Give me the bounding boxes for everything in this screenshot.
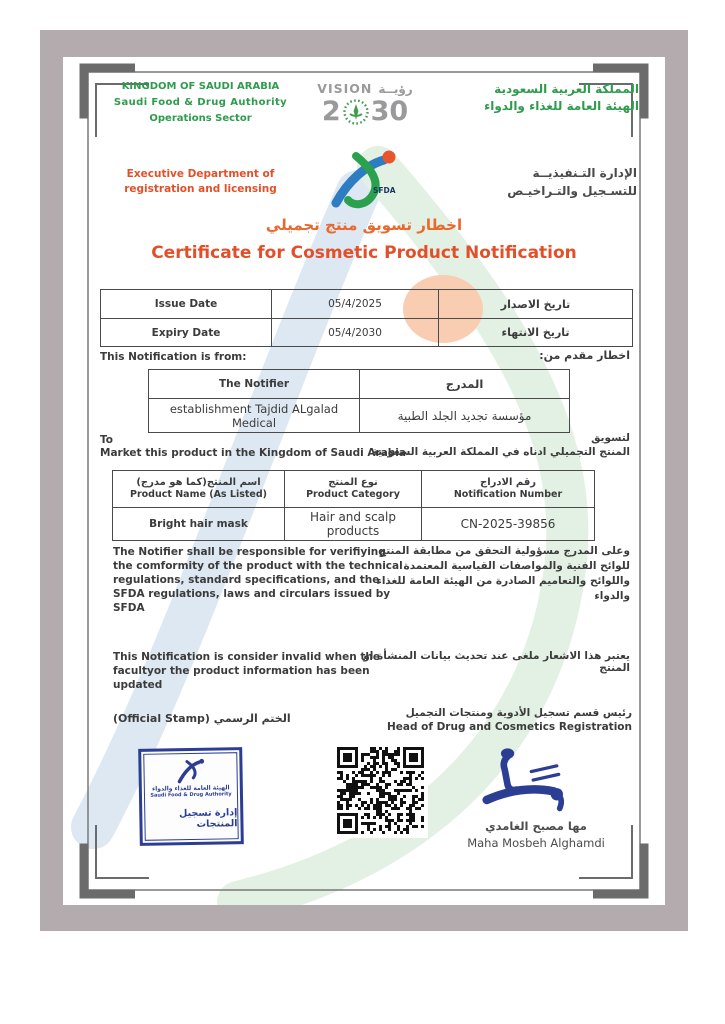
- product-category-header-ar: نوع المنتج: [328, 476, 378, 488]
- dept-en-line1: Executive Department of: [126, 168, 275, 180]
- product-name-header-en: Product Name (As Listed): [130, 489, 267, 500]
- responsibility-paragraph-ar: وعلى المدرج مسؤولية التحقق من مطابقة المنتج للوائح الفنية والمواصفات القياسية المعتمدة واللوائح والتعاميم الصادرة من الهيئة العامة للغذاء والدواء: [376, 545, 630, 602]
- certificate-page: [63, 57, 665, 905]
- authority-name-ar: [419, 81, 639, 115]
- signer-name-ar: مها مصبح الغامدي: [485, 819, 587, 833]
- dept-ar-line1: الإدارة التـنفيذيــة: [532, 166, 637, 180]
- stamp-department: إدارة تسجيل المنتجات: [178, 807, 238, 830]
- sfda-logo-text: SFDA: [373, 186, 396, 195]
- qr-code: [333, 743, 428, 838]
- notification-number-header-en: Notification Number: [453, 489, 563, 500]
- authority-line: Saudi Food & Drug Authority: [113, 97, 288, 108]
- product-category-value: Hair and scalp products: [284, 507, 421, 540]
- product-category-header-en: Product Category: [306, 489, 400, 500]
- notifier-header-ar: المدرج: [359, 370, 569, 398]
- authority-line-ar: الهيئة العامة للغذاء والدواء: [484, 99, 639, 113]
- product-table: [112, 470, 595, 541]
- certificate-title-ar: اخطار تسويق منتج تجميلي: [265, 216, 463, 234]
- market-ar-line2: المنتج التجميلي ادناه في المملكة العربية السعودية: [371, 446, 630, 458]
- notification-from-label-ar: اخطار مقدم من:: [539, 349, 630, 362]
- official-stamp: [138, 747, 244, 846]
- market-en-line1: To: [100, 434, 113, 446]
- issue-date-label-ar: تاريخ الاصدار: [438, 290, 632, 318]
- vision-word-en: VISION: [317, 81, 373, 96]
- signature-icon: [474, 745, 598, 817]
- executive-department-en: [108, 167, 293, 197]
- product-category-header: [284, 471, 421, 507]
- responsibility-paragraph-en: The Notifier shall be responsible for verifiying the comformity of the product with the technical regulations, standard specifications, and the SFDA regulations, laws and circulars issued by SFDA: [113, 546, 403, 614]
- executive-department-ar: [417, 164, 637, 200]
- certificate-title-en: Certificate for Cosmetic Product Notification: [151, 243, 577, 263]
- stamp-org-en: Saudi Food & Drug Authority: [150, 791, 232, 799]
- authority-name-en: [103, 79, 298, 127]
- signer-name-en: Maha Mosbeh Alghamdi: [467, 836, 605, 850]
- sector-line: Operations Sector: [149, 113, 252, 124]
- notification-number-value: CN-2025-39856: [421, 507, 594, 540]
- invalid-note-en: This Notification is consider invalid when the facultyor the product information has been updated: [113, 651, 380, 691]
- invalid-note-ar: يعتبر هذا الاشعار ملغى عند تحديث بيانات المنشأة او المنتج: [363, 650, 630, 674]
- market-statement-en: [100, 434, 406, 460]
- expiry-date-label: Expiry Date: [101, 318, 271, 346]
- product-name-header-ar: اسم المنتج(كما هو مدرج): [136, 476, 261, 488]
- vision-emblem-icon: [342, 98, 370, 126]
- head-of-registration-block: [372, 707, 632, 733]
- product-name-header: [113, 471, 284, 507]
- notification-number-header: [421, 471, 594, 507]
- kingdom-line-ar: المملكة العربية السعودية: [494, 82, 639, 96]
- stamp-org-ar: الهيئة العامة للغذاء والدواء: [152, 784, 230, 793]
- issue-date-value: 05/4/2025: [271, 290, 438, 318]
- market-ar-line1: لتسويق: [591, 432, 630, 444]
- official-stamp-label: (Official Stamp) الختم الرسمي: [113, 712, 291, 725]
- vision-digit-30: 30: [370, 96, 409, 127]
- vision-2030-logo: [300, 81, 430, 127]
- certificate-mat: [40, 30, 688, 931]
- market-en-line2: Market this product in the Kingdom of Saudi Arabia: [100, 447, 406, 459]
- dates-table: [100, 289, 633, 347]
- kingdom-line: KINGDOM OF SAUDI ARABIA: [121, 81, 280, 92]
- official-stamp-inner: [143, 752, 239, 841]
- stamp-sfda-icon: [173, 758, 207, 785]
- notification-number-header-ar: رقم الادراج: [479, 476, 537, 488]
- dept-ar-line2: للتسـجيل والتـراخيـص: [507, 184, 637, 198]
- expiry-date-value: 05/4/2030: [271, 318, 438, 346]
- vision-digit-2: 2: [321, 96, 341, 127]
- issue-date-label: Issue Date: [154, 298, 218, 310]
- vision-word-ar: رؤيــة: [378, 82, 413, 96]
- signature-block: [436, 745, 636, 850]
- notifier-name-en: establishment Tajdid ALgalad Medical: [149, 398, 359, 432]
- expiry-date-label-ar: تاريخ الانتهاء: [438, 318, 632, 346]
- dept-en-line2: registration and licensing: [124, 183, 277, 195]
- notification-from-label-en: This Notification is from:: [100, 351, 247, 363]
- notifier-table: [148, 369, 570, 433]
- head-title-ar: رئيس قسم تسجيل الأدوية ومنتجات التجميل: [405, 707, 632, 719]
- head-title-en: Head of Drug and Cosmetics Registration: [386, 721, 632, 733]
- product-name-value: Bright hair mask: [113, 507, 284, 540]
- sfda-logo-icon: [326, 147, 402, 209]
- notifier-header-en: The Notifier: [218, 378, 290, 390]
- notifier-name-ar: مؤسسة تجديد الجلد الطبية: [359, 398, 569, 432]
- market-statement-ar: [372, 431, 630, 459]
